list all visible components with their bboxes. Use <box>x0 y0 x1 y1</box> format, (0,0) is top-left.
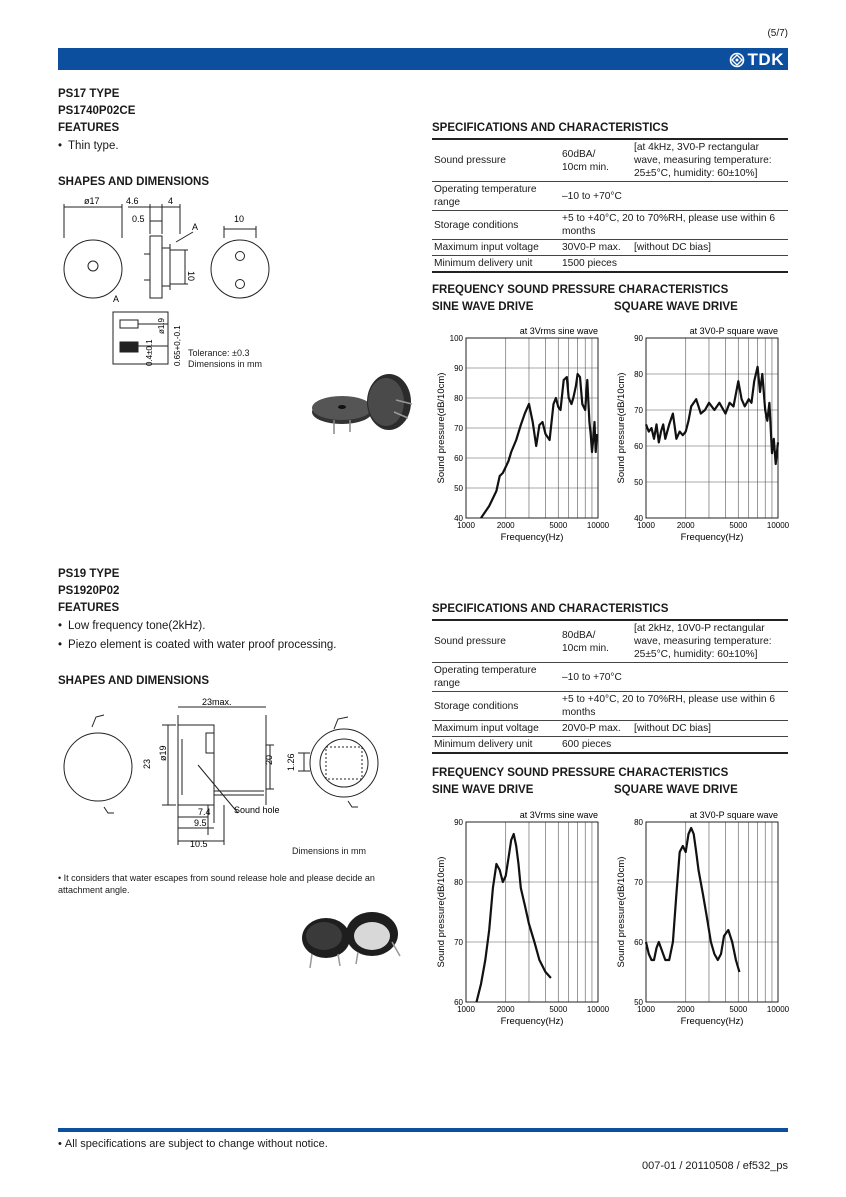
plot-frame <box>646 338 778 518</box>
spec-value: 1500 pieces <box>560 256 788 273</box>
dim-a-label: A <box>192 222 199 232</box>
spec-row <box>432 737 788 754</box>
x-axis-label: Frequency(Hz) <box>680 532 744 543</box>
y-tick-label: 90 <box>454 364 463 373</box>
x-axis-label: Frequency(Hz) <box>680 1016 744 1027</box>
y-tick-label: 40 <box>454 514 463 523</box>
ps17-square-heading: SQUARE WAVE DRIVE <box>614 301 738 313</box>
y-tick-label: 90 <box>454 818 463 827</box>
dim-a-detail-label: A <box>113 294 120 304</box>
ps17-shapes-heading: SHAPES AND DIMENSIONS <box>58 176 210 188</box>
ps19-spec-table <box>432 619 788 754</box>
dim-7-4: 7.4 <box>198 807 211 817</box>
x-tick-label: 1000 <box>457 521 475 530</box>
spec-param: Storage conditions <box>432 211 560 240</box>
ps17-sine-chart <box>432 322 612 547</box>
ps17-units: Dimensions in mm <box>188 359 263 369</box>
x-tick-label: 2000 <box>496 521 515 530</box>
ps19-sine-chart <box>432 806 612 1031</box>
y-axis-label: Sound pressure(dB/10cm) <box>616 372 627 484</box>
ps19-type: PS19 TYPE <box>58 568 120 580</box>
dim-4-6: 4.6 <box>126 196 139 206</box>
dim-9-5: 9.5 <box>194 818 207 828</box>
x-axis-label: Frequency(Hz) <box>500 1016 564 1027</box>
dim-d19: ø19 <box>158 745 168 761</box>
dim-4: 4 <box>168 196 174 206</box>
dim-1-26: 1.26 <box>286 753 296 771</box>
y-tick-label: 60 <box>454 998 463 1007</box>
dim-23: 23 <box>142 758 152 769</box>
ps19-freq-heading: FREQUENCY SOUND PRESSURE CHARACTERISTICS <box>432 767 729 779</box>
spec-row <box>432 139 788 182</box>
spec-row <box>432 721 788 737</box>
y-tick-label: 60 <box>634 938 643 947</box>
spec-row <box>432 663 788 692</box>
dim-pin-dia: ø1.9 <box>157 317 166 334</box>
spec-value: 30V0-P max. <box>560 240 632 256</box>
dim-0-5: 0.5 <box>132 214 145 224</box>
footer-bar <box>58 1128 788 1132</box>
y-tick-label: 50 <box>634 478 643 487</box>
dim-pin-p1: 0.4±0.1 <box>145 339 154 366</box>
ps17-freq-heading: FREQUENCY SOUND PRESSURE CHARACTERISTICS <box>432 284 729 296</box>
x-tick-label: 5000 <box>549 1005 568 1014</box>
note-text: It considers that water escapes from sound release hole and please decide an attachment angle. <box>58 873 375 895</box>
chart-title: at 3Vrms sine wave <box>519 326 598 336</box>
series-line <box>477 834 551 1002</box>
spec-value: +5 to +40°C, 20 to 70%RH, please use within 6 months <box>560 211 788 240</box>
dim-20: 20 <box>264 754 274 765</box>
footer-note-text: All specifications are subject to change without notice. <box>64 1138 328 1150</box>
x-tick-label: 2000 <box>676 521 695 530</box>
tdk-emblem-icon <box>728 52 746 68</box>
x-tick-label: 10000 <box>766 1005 790 1014</box>
ps17-sine-heading: SINE WAVE DRIVE <box>432 301 534 313</box>
spec-value: 80dBA/ 10cm min. <box>560 620 632 663</box>
spec-param: Maximum input voltage <box>432 240 560 256</box>
dim-23max: 23max. <box>202 697 232 707</box>
spec-row <box>432 692 788 721</box>
plot-frame <box>646 822 778 1002</box>
ps19-features-heading: FEATURES <box>58 602 120 614</box>
ps19-note <box>58 872 418 896</box>
x-tick-label: 5000 <box>549 521 568 530</box>
y-tick-label: 80 <box>634 370 643 379</box>
spec-param: Sound pressure <box>432 620 560 663</box>
ps17-part: PS1740P02CE <box>58 105 136 117</box>
ps19-units: Dimensions in mm <box>292 846 367 856</box>
spec-row <box>432 182 788 211</box>
note-bullet: • <box>58 873 64 883</box>
spec-param: Operating temperature range <box>432 663 560 692</box>
x-tick-label: 1000 <box>637 1005 655 1014</box>
y-axis-label: Sound pressure(dB/10cm) <box>436 856 447 968</box>
header-bar <box>58 48 788 70</box>
x-tick-label: 2000 <box>676 1005 695 1014</box>
x-tick-label: 2000 <box>496 1005 515 1014</box>
ps17-type: PS17 TYPE <box>58 88 120 100</box>
y-tick-label: 70 <box>634 406 643 415</box>
tdk-logo <box>728 50 784 70</box>
spec-value: +5 to +40°C, 20 to 70%RH, please use within 6 months <box>560 692 788 721</box>
spec-cond: [without DC bias] <box>632 721 788 737</box>
y-tick-label: 50 <box>634 998 643 1007</box>
spec-param: Operating temperature range <box>432 182 560 211</box>
dim-10b: 10 <box>186 271 196 282</box>
chart-title: at 3V0-P square wave <box>689 810 778 820</box>
dim-10-5: 10.5 <box>190 839 208 849</box>
brand-name: TDK <box>747 50 784 69</box>
ps17-spec-heading: SPECIFICATIONS AND CHARACTERISTICS <box>432 122 669 134</box>
y-tick-label: 70 <box>454 938 463 947</box>
ps19-spec-heading: SPECIFICATIONS AND CHARACTERISTICS <box>432 603 669 615</box>
ps17-dimension-drawing <box>58 196 298 376</box>
ps19-part: PS1920P02 <box>58 585 120 597</box>
spec-cond: [without DC bias] <box>632 240 788 256</box>
y-tick-label: 50 <box>454 484 463 493</box>
y-axis-label: Sound pressure(dB/10cm) <box>436 372 447 484</box>
series-line <box>481 374 597 518</box>
y-tick-label: 40 <box>634 514 643 523</box>
ps17-spec-table <box>432 138 788 273</box>
y-tick-label: 80 <box>454 878 463 887</box>
x-tick-label: 5000 <box>729 1005 748 1014</box>
series-line <box>646 367 778 464</box>
sound-hole-label: Sound hole <box>234 805 280 815</box>
spec-param: Minimum delivery unit <box>432 737 560 754</box>
y-tick-label: 60 <box>454 454 463 463</box>
spec-value: 600 pieces <box>560 737 788 754</box>
spec-param: Storage conditions <box>432 692 560 721</box>
spec-cond: [at 4kHz, 3V0-P rectangular wave, measuring temperature: 25±5°C, humidity: 60±10%] <box>632 139 788 182</box>
ps17-feature-1: • Thin type. <box>58 140 119 152</box>
y-tick-label: 90 <box>634 334 643 343</box>
ps19-feature-2: • Piezo element is coated with water proof processing. <box>58 639 337 651</box>
x-tick-label: 5000 <box>729 521 748 530</box>
spec-cond: [at 2kHz, 10V0-P rectangular wave, measuring temperature: 25±5°C, humidity: 60±10%] <box>632 620 788 663</box>
spec-row <box>432 240 788 256</box>
footer-bullet: • <box>58 1138 65 1150</box>
y-axis-label: Sound pressure(dB/10cm) <box>616 856 627 968</box>
spec-row <box>432 256 788 273</box>
x-tick-label: 10000 <box>586 521 610 530</box>
spec-row <box>432 211 788 240</box>
dim-pin-p2: 0.65+0,-0.1 <box>173 325 182 366</box>
x-tick-label: 10000 <box>766 521 790 530</box>
y-tick-label: 100 <box>449 334 463 343</box>
x-tick-label: 1000 <box>637 521 655 530</box>
dim-d17: ø17 <box>84 196 100 206</box>
document-code: 007-01 / 20110508 / ef532_ps <box>642 1160 788 1172</box>
y-tick-label: 80 <box>454 394 463 403</box>
x-tick-label: 1000 <box>457 1005 475 1014</box>
ps19-sine-heading: SINE WAVE DRIVE <box>432 784 534 796</box>
spec-param: Maximum input voltage <box>432 721 560 737</box>
spec-value: –10 to +70°C <box>560 663 788 692</box>
spec-param: Minimum delivery unit <box>432 256 560 273</box>
x-tick-label: 10000 <box>586 1005 610 1014</box>
spec-value: –10 to +70°C <box>560 182 788 211</box>
page-number: (5/7) <box>767 28 788 39</box>
ps19-feature-1: • Low frequency tone(2kHz). <box>58 620 205 632</box>
ps17-tolerance: Tolerance: ±0.3 <box>188 348 250 358</box>
footer-note <box>58 1138 328 1150</box>
spec-param: Sound pressure <box>432 139 560 182</box>
y-tick-label: 70 <box>634 878 643 887</box>
spec-value: 60dBA/ 10cm min. <box>560 139 632 182</box>
ps19-square-heading: SQUARE WAVE DRIVE <box>614 784 738 796</box>
y-tick-label: 80 <box>634 818 643 827</box>
ps19-shapes-heading: SHAPES AND DIMENSIONS <box>58 675 210 687</box>
ps19-square-chart <box>612 806 792 1031</box>
y-tick-label: 60 <box>634 442 643 451</box>
chart-title: at 3V0-P square wave <box>689 326 778 336</box>
ps17-square-chart <box>612 322 792 547</box>
x-axis-label: Frequency(Hz) <box>500 532 564 543</box>
y-tick-label: 70 <box>454 424 463 433</box>
ps17-product-photo <box>304 370 414 436</box>
spec-value: 20V0-P max. <box>560 721 632 737</box>
dim-10a: 10 <box>234 214 245 224</box>
spec-row <box>432 620 788 663</box>
chart-title: at 3Vrms sine wave <box>519 810 598 820</box>
plot-frame <box>466 822 598 1002</box>
ps17-features-heading: FEATURES <box>58 122 120 134</box>
ps19-dimension-drawing <box>58 695 388 860</box>
ps19-product-photo <box>298 906 408 970</box>
